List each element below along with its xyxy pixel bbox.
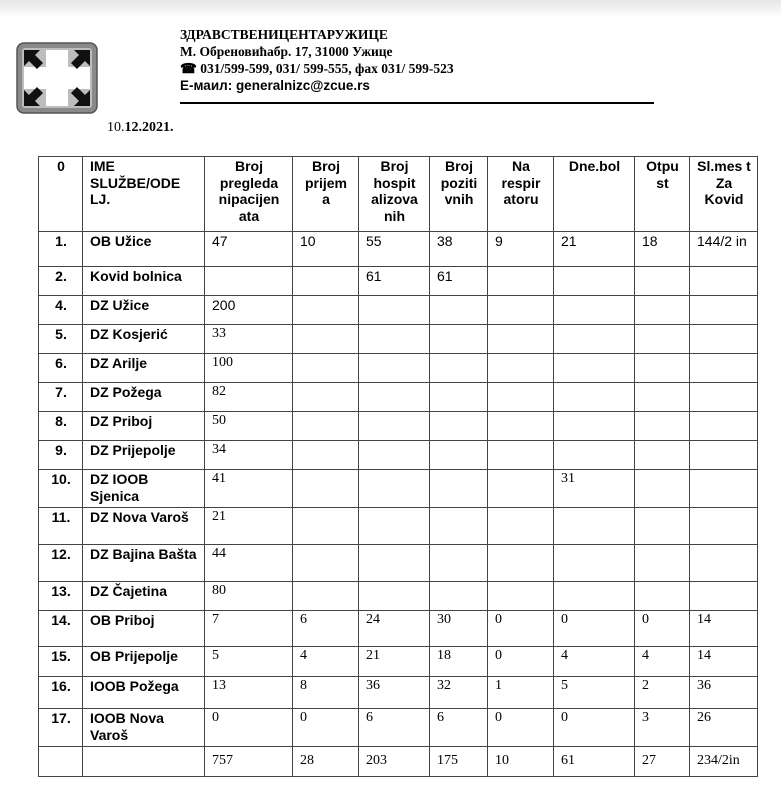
table-cell: 100 — [205, 354, 293, 383]
table-cell — [635, 325, 690, 354]
table-cell: 10 — [293, 232, 359, 267]
table-cell: 6 — [359, 709, 430, 747]
total-cell: 28 — [293, 747, 359, 777]
table-cell: 31 — [554, 470, 635, 508]
table-cell — [488, 383, 554, 412]
table-cell — [554, 383, 635, 412]
table-cell — [690, 470, 758, 508]
table-cell — [359, 325, 430, 354]
table-cell — [690, 412, 758, 441]
total-cell: 10 — [488, 747, 554, 777]
col-header-admissions: Broj prijem a — [293, 157, 359, 232]
table-cell: 61 — [430, 267, 488, 296]
table-cell — [635, 267, 690, 296]
table-cell: 26 — [690, 709, 758, 747]
col-header-covid-beds: Sl.mes t Za Kovid — [690, 157, 758, 232]
table-cell: 0 — [554, 611, 635, 647]
row-index: 10. — [39, 470, 83, 508]
row-index: 8. — [39, 412, 83, 441]
table-cell: 24 — [359, 611, 430, 647]
table-row — [39, 354, 758, 383]
row-service-name: DZ Nova Varoš — [83, 508, 205, 545]
table-cell: 36 — [690, 677, 758, 709]
table-row — [39, 582, 758, 611]
table-cell: 34 — [205, 441, 293, 470]
table-cell — [293, 354, 359, 383]
table-cell — [359, 582, 430, 611]
row-service-name: IOOB Požega — [83, 677, 205, 709]
table-cell — [635, 441, 690, 470]
table-cell: 0 — [488, 611, 554, 647]
table-cell: 144/2 in — [690, 232, 758, 267]
table-cell: 0 — [205, 709, 293, 747]
table-cell — [359, 354, 430, 383]
table-cell — [635, 383, 690, 412]
table-cell: 0 — [488, 709, 554, 747]
table-cell: 32 — [430, 677, 488, 709]
totals-row — [39, 747, 758, 777]
row-index: 13. — [39, 582, 83, 611]
table-cell — [554, 545, 635, 582]
table-cell — [635, 470, 690, 508]
row-index: 1. — [39, 232, 83, 267]
table-cell — [293, 383, 359, 412]
table-cell: 7 — [205, 611, 293, 647]
table-cell — [554, 296, 635, 325]
row-service-name: OB Prijepolje — [83, 647, 205, 677]
table-cell — [554, 582, 635, 611]
table-cell — [293, 508, 359, 545]
row-service-name: DZ Čajetina — [83, 582, 205, 611]
table-cell: 6 — [430, 709, 488, 747]
table-cell — [359, 383, 430, 412]
row-index: 5. — [39, 325, 83, 354]
table-cell — [359, 412, 430, 441]
row-service-name: OB Priboj — [83, 611, 205, 647]
row-index: 4. — [39, 296, 83, 325]
table-cell: 5 — [205, 647, 293, 677]
table-cell — [430, 470, 488, 508]
table-cell: 1 — [488, 677, 554, 709]
table-cell: 18 — [635, 232, 690, 267]
table-cell: 4 — [635, 647, 690, 677]
table-cell: 14 — [690, 611, 758, 647]
row-index: 2. — [39, 267, 83, 296]
col-header-positive: Broj poziti vnih — [430, 157, 488, 232]
table-cell — [635, 508, 690, 545]
letterhead — [180, 26, 454, 94]
total-cell: 203 — [359, 747, 430, 777]
row-index: 17. — [39, 709, 83, 747]
table-cell — [359, 508, 430, 545]
table-cell — [488, 582, 554, 611]
table-cell — [293, 267, 359, 296]
table-cell — [293, 296, 359, 325]
table-cell — [488, 412, 554, 441]
row-index: 15. — [39, 647, 83, 677]
table-cell — [293, 470, 359, 508]
health-center-logo-icon — [16, 42, 98, 114]
header-rule — [180, 102, 654, 104]
totals-index-cell — [39, 747, 83, 777]
row-service-name: DZ Užice — [83, 296, 205, 325]
table-cell — [554, 325, 635, 354]
row-index: 6. — [39, 354, 83, 383]
table-cell: 5 — [554, 677, 635, 709]
table-cell: 44 — [205, 545, 293, 582]
row-service-name: Kovid bolnica — [83, 267, 205, 296]
table-cell — [430, 441, 488, 470]
row-index: 7. — [39, 383, 83, 412]
table-cell: 0 — [554, 709, 635, 747]
table-cell — [488, 508, 554, 545]
col-header-daily-patients: Dne.bol — [554, 157, 635, 232]
total-cell: 61 — [554, 747, 635, 777]
row-service-name: DZ Prijepolje — [83, 441, 205, 470]
table-header-row — [39, 157, 758, 232]
table-cell — [430, 325, 488, 354]
table-row — [39, 611, 758, 647]
table-cell — [554, 412, 635, 441]
col-header-discharged: Otpu st — [635, 157, 690, 232]
org-name: ЗДРАВСТВЕНИЦЕНТАРУЖИЦЕ — [180, 27, 388, 42]
table-cell — [293, 545, 359, 582]
table-cell: 0 — [635, 611, 690, 647]
table-cell — [488, 545, 554, 582]
table-cell — [430, 582, 488, 611]
table-cell — [359, 296, 430, 325]
table-cell — [554, 508, 635, 545]
org-address: М. Обреновићабр. 17, 31000 Ужице — [180, 44, 393, 59]
table-cell — [690, 296, 758, 325]
table-cell — [690, 441, 758, 470]
table-cell: 13 — [205, 677, 293, 709]
table-cell — [554, 267, 635, 296]
table-row — [39, 508, 758, 545]
table-cell: 36 — [359, 677, 430, 709]
table-cell — [488, 470, 554, 508]
table-cell — [690, 582, 758, 611]
table-cell: 2 — [635, 677, 690, 709]
org-phone: ☎ 031/599-599, 031/ 599-555, фах 031/ 599-523 — [180, 61, 454, 76]
table-cell: 200 — [205, 296, 293, 325]
table-cell — [430, 296, 488, 325]
col-header-hospitalized: Broj hospit alizova nih — [359, 157, 430, 232]
row-service-name: DZ IOOB Sjenica — [83, 470, 205, 508]
date-rest: 12.2021. — [124, 120, 174, 135]
table-cell: 9 — [488, 232, 554, 267]
table-row — [39, 470, 758, 508]
table-cell — [430, 508, 488, 545]
table-cell: 0 — [293, 709, 359, 747]
total-cell: 234/2in — [690, 747, 758, 777]
table-cell: 55 — [359, 232, 430, 267]
table-row — [39, 296, 758, 325]
table-cell — [690, 545, 758, 582]
table-cell: 47 — [205, 232, 293, 267]
table-cell — [293, 325, 359, 354]
table-cell: 18 — [430, 647, 488, 677]
row-service-name: DZ Bajina Bašta — [83, 545, 205, 582]
table-cell — [690, 508, 758, 545]
table-cell: 80 — [205, 582, 293, 611]
table-cell — [359, 470, 430, 508]
col-header-index: 0 — [39, 157, 83, 232]
total-cell: 27 — [635, 747, 690, 777]
table-row — [39, 441, 758, 470]
table-cell: 8 — [293, 677, 359, 709]
total-cell: 757 — [205, 747, 293, 777]
table-cell — [635, 545, 690, 582]
table-cell: 14 — [690, 647, 758, 677]
table-cell — [205, 267, 293, 296]
total-cell: 175 — [430, 747, 488, 777]
table-row — [39, 232, 758, 267]
row-service-name: DZ Priboj — [83, 412, 205, 441]
col-header-name: IME SLUŽBE/ODE LJ. — [83, 157, 205, 232]
table-cell — [635, 582, 690, 611]
table-cell: 82 — [205, 383, 293, 412]
row-index: 12. — [39, 545, 83, 582]
table-row — [39, 267, 758, 296]
table-cell: 21 — [554, 232, 635, 267]
table-cell: 3 — [635, 709, 690, 747]
table-cell — [554, 354, 635, 383]
col-header-respirator: Na respir atoru — [488, 157, 554, 232]
table-cell: 6 — [293, 611, 359, 647]
totals-label-cell — [83, 747, 205, 777]
org-email: Е-маил: generalnizc@zcue.rs — [180, 78, 370, 93]
date-day: 10. — [107, 120, 125, 135]
table-cell — [488, 267, 554, 296]
table-cell — [488, 441, 554, 470]
hospital-report-table — [38, 156, 758, 777]
table-cell — [293, 582, 359, 611]
table-cell — [359, 441, 430, 470]
table-row — [39, 383, 758, 412]
table-cell — [635, 354, 690, 383]
row-index: 16. — [39, 677, 83, 709]
table-cell: 50 — [205, 412, 293, 441]
table-cell — [690, 383, 758, 412]
table-cell — [430, 383, 488, 412]
row-index: 14. — [39, 611, 83, 647]
row-index: 9. — [39, 441, 83, 470]
table-cell: 61 — [359, 267, 430, 296]
table-cell: 4 — [554, 647, 635, 677]
table-cell: 4 — [293, 647, 359, 677]
table-cell — [690, 354, 758, 383]
top-bar — [0, 0, 781, 18]
table-cell: 21 — [205, 508, 293, 545]
col-header-exams: Broj pregleda nipacijen ata — [205, 157, 293, 232]
table-cell: 21 — [359, 647, 430, 677]
table-cell — [430, 412, 488, 441]
table-cell — [635, 296, 690, 325]
table-cell — [430, 545, 488, 582]
table-cell — [488, 354, 554, 383]
row-service-name: IOOB Nova Varoš — [83, 709, 205, 747]
report-date — [107, 120, 174, 136]
table-row — [39, 412, 758, 441]
table-cell — [690, 267, 758, 296]
table-cell: 30 — [430, 611, 488, 647]
table-row — [39, 545, 758, 582]
table-cell — [430, 354, 488, 383]
table-cell: 38 — [430, 232, 488, 267]
row-service-name: OB Užice — [83, 232, 205, 267]
table-cell: 33 — [205, 325, 293, 354]
table-cell — [554, 441, 635, 470]
row-service-name: DZ Arilje — [83, 354, 205, 383]
table-cell — [293, 441, 359, 470]
table-row — [39, 677, 758, 709]
table-cell — [293, 412, 359, 441]
table-row — [39, 325, 758, 354]
table-cell — [359, 545, 430, 582]
table-row — [39, 709, 758, 747]
table-cell: 41 — [205, 470, 293, 508]
row-service-name: DZ Požega — [83, 383, 205, 412]
table-cell: 0 — [488, 647, 554, 677]
table-cell — [488, 296, 554, 325]
table-cell — [635, 412, 690, 441]
table-cell — [488, 325, 554, 354]
table-cell — [690, 325, 758, 354]
table-row — [39, 647, 758, 677]
row-service-name: DZ Kosjerić — [83, 325, 205, 354]
row-index: 11. — [39, 508, 83, 545]
